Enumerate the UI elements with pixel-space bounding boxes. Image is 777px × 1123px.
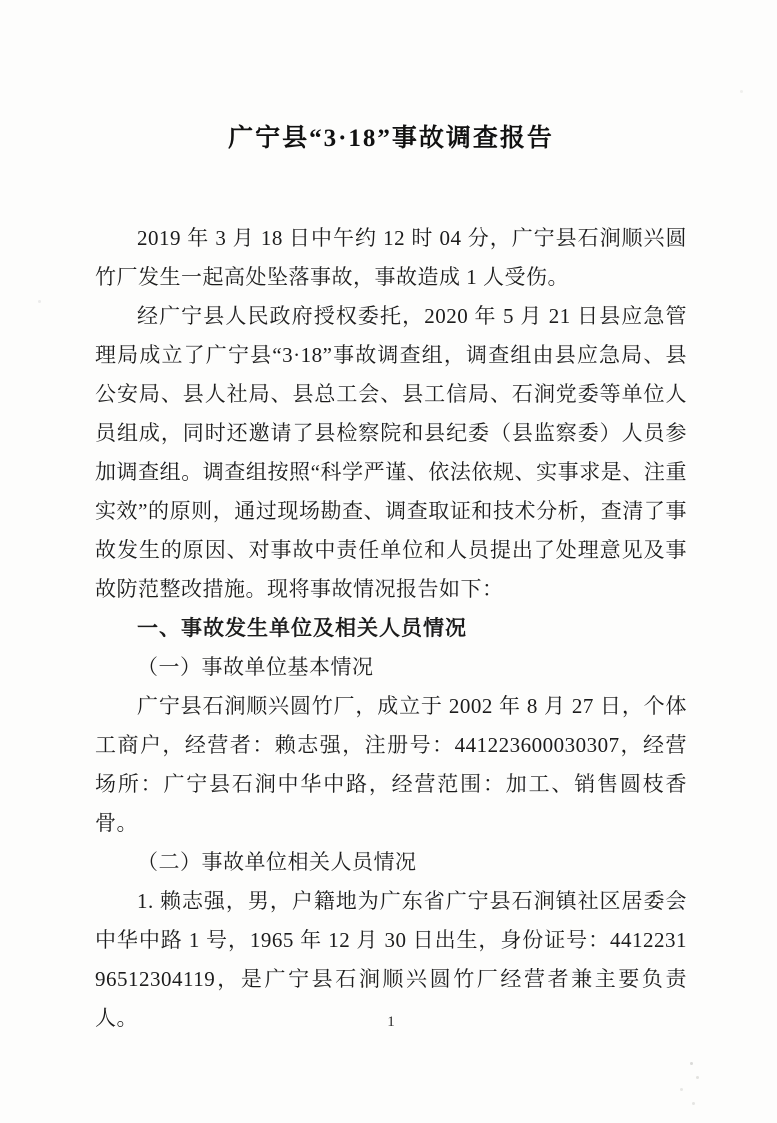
scan-artifact: [740, 90, 743, 93]
document-content: [95, 0, 687, 1038]
page-number: 1: [387, 1014, 395, 1030]
scan-artifact: [38, 300, 41, 303]
paragraph-unit-basic-info: 广宁县石涧顺兴圆竹厂，成立于 2002 年 8 月 27 日，个体工商户，经营者：赖志强，注册号：441223600030307，经营场所：广宁县石涧中华中路，经营范围：加工、销售圆枝香骨。: [95, 694, 687, 835]
subsection-heading-1-1: （一）事故单位基本情况: [137, 655, 374, 679]
paragraph-investigation-team: 经广宁县人民政府授权委托，2020 年 5 月 21 日县应急管理局成立了广宁县“3·18”事故调查组，调查组由县应急局、县公安局、县人社局、县总工会、县工信局、石涧党委等单位人员组成，同时还邀请了县检察院和县纪委（县监察委）人员参加调查组。调查组按照“科学严谨、依法依规、实事求是、注重实效”的原则，通过现场勘查、调查取证和技术分析，查清了事故发生的原因、对事故中责任单位和人员提出了处理意见及事故防范整改措施。现将事故情况报告如下：: [95, 304, 687, 601]
paragraph-intro: 2019 年 3 月 18 日中午约 12 时 04 分，广宁县石涧顺兴圆竹厂发生一起高处坠落事故，事故造成 1 人受伤。: [95, 226, 687, 289]
subsection-heading-1-2: （二）事故单位相关人员情况: [137, 850, 417, 874]
scan-artifact: [690, 1062, 693, 1065]
page-title: 广宁县“3·18”事故调查报告: [228, 125, 554, 152]
paragraph-related-person: 1. 赖志强，男，户籍地为广东省广宁县石涧镇社区居委会中华中路 1 号，1965 年 12 月 30 日出生，身份证号：441223196512304119，是广宁县石涧顺兴圆竹厂经营者兼主要负责人。: [95, 889, 687, 1030]
section-heading-1: 一、事故发生单位及相关人员情况: [137, 617, 467, 640]
